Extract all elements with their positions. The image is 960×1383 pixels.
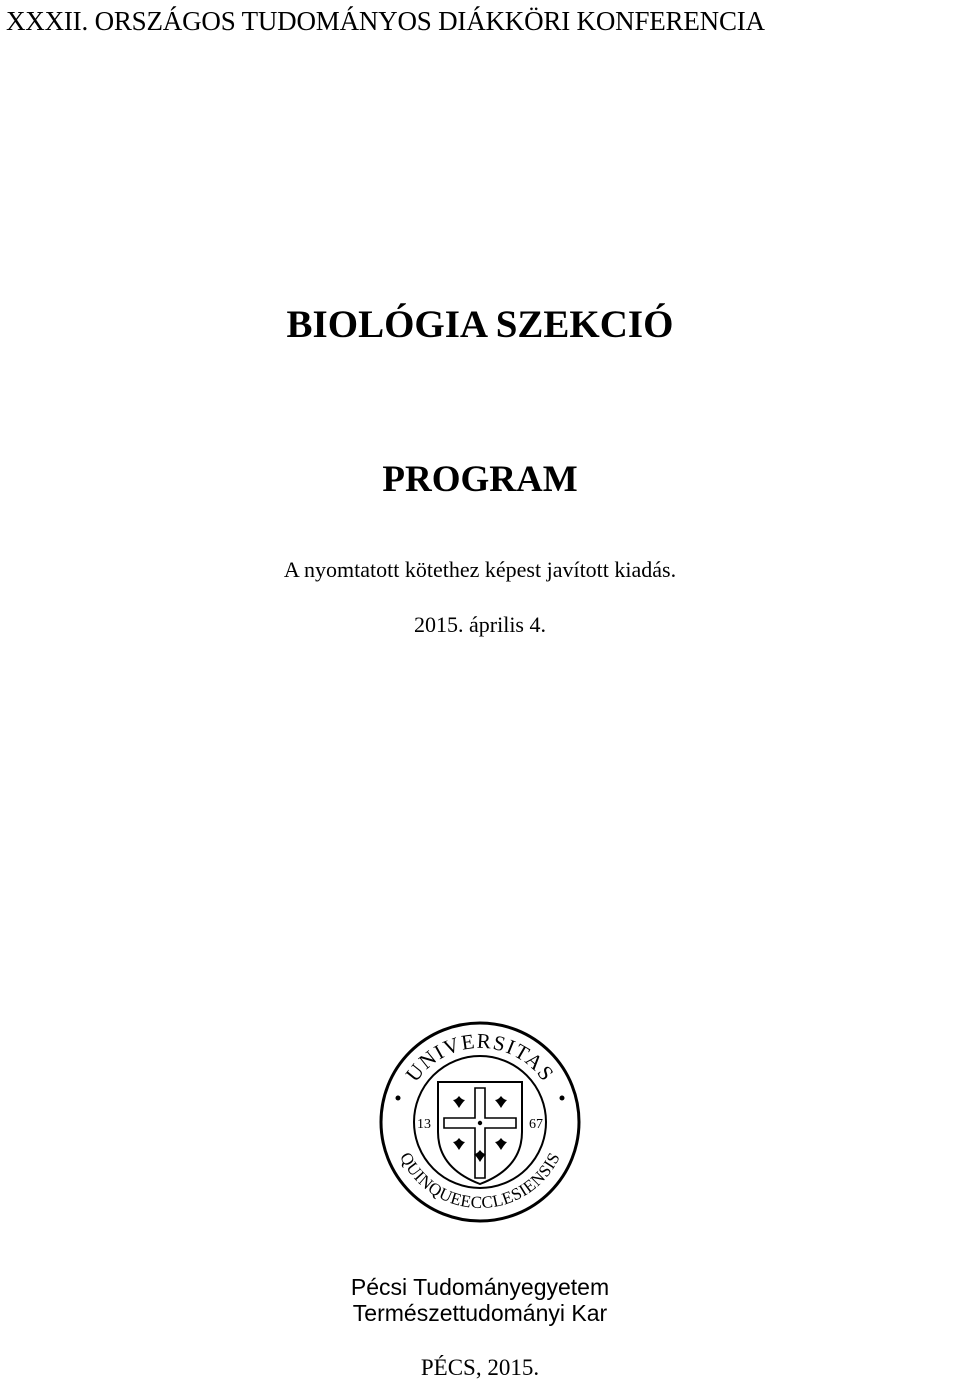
seal-year-right: 67 [529, 1117, 543, 1132]
university-seal-icon [378, 1020, 582, 1224]
institution-block [0, 1274, 960, 1326]
seal-year-left: 13 [417, 1117, 431, 1132]
event-date: 2015. április 4. [414, 612, 546, 637]
place-year: PÉCS, 2015. [420, 1355, 540, 1380]
edition-note: A nyomtatott kötethez képest javított kiadás. [283, 557, 677, 582]
seal-bottom-text: QUINQUEECCLESIENSIS [396, 1149, 564, 1213]
conference-title: XXXII. ORSZÁGOS TUDOMÁNYOS DIÁKKÖRI KONFERENCIA [6, 6, 765, 36]
seal-shield [438, 1082, 522, 1184]
university-name: Pécsi Tudományegyetem [350, 1274, 610, 1300]
program-title: PROGRAM [382, 459, 578, 500]
faculty-name: Természettudományi Kar [352, 1300, 608, 1326]
seal-top-text: UNIVERSITAS [400, 1028, 560, 1087]
section-title: BIOLÓGIA SZEKCIÓ [286, 303, 674, 346]
